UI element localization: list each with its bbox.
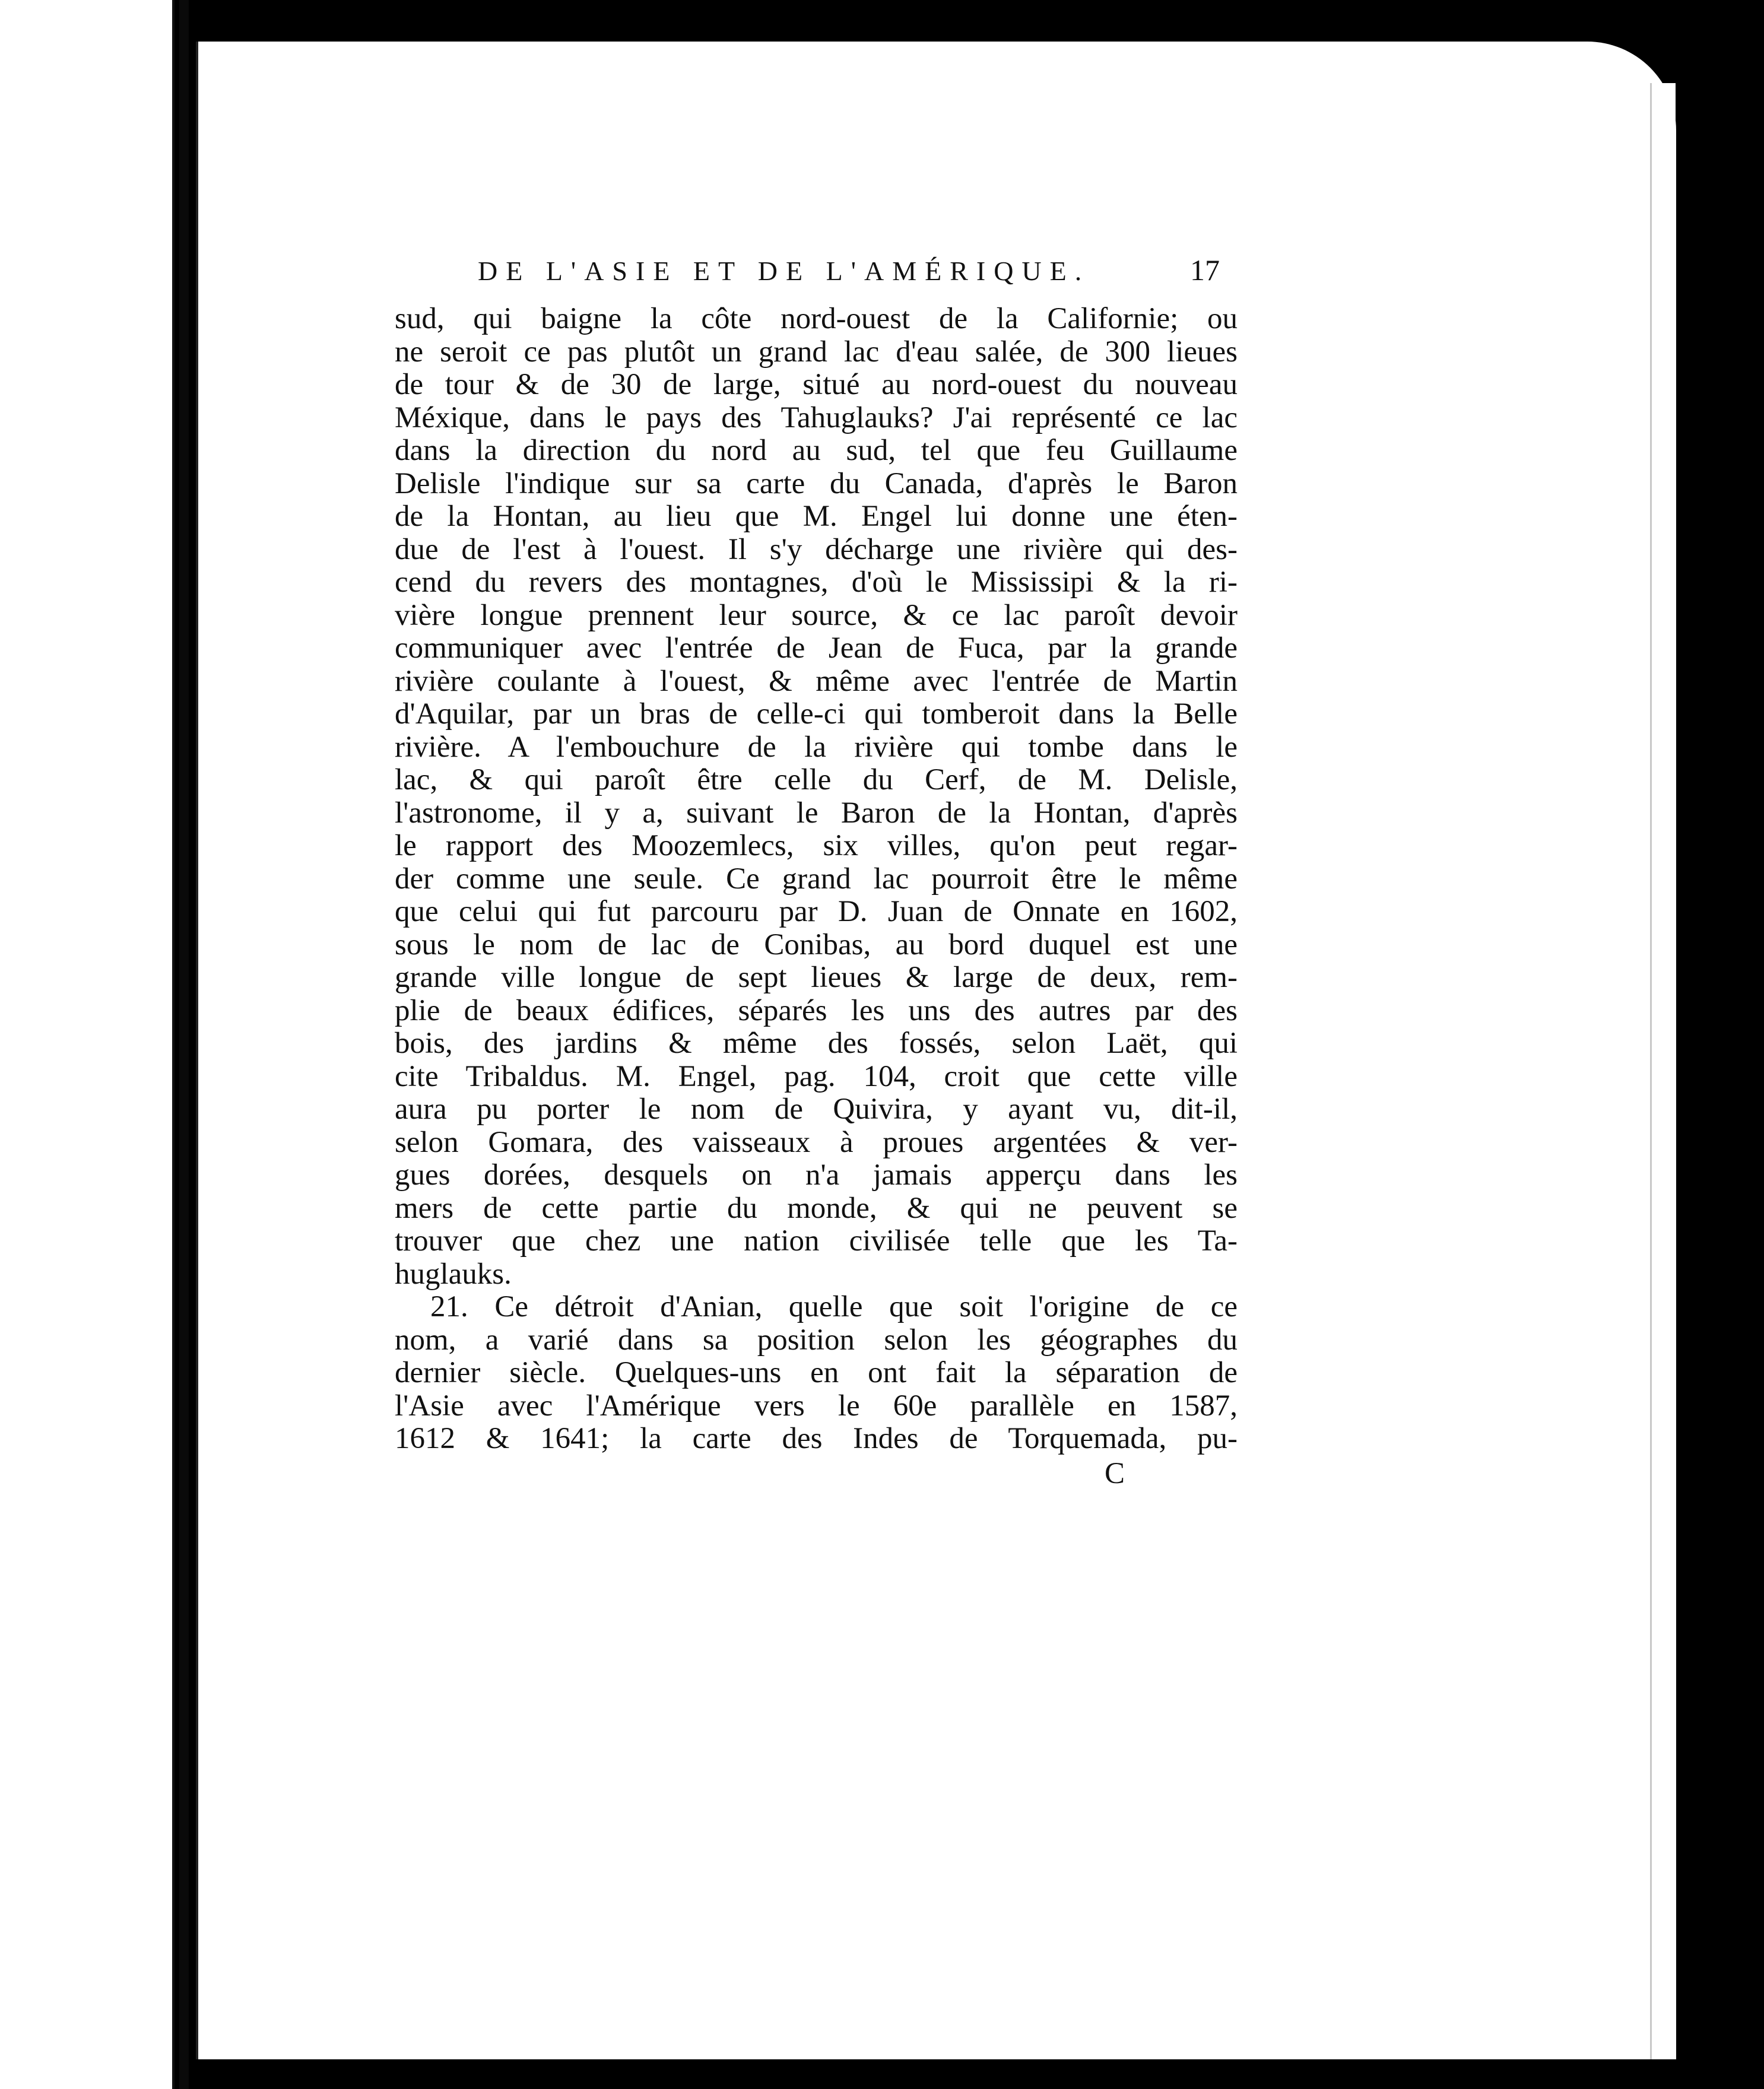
text-line: sous le nom de lac de Conibas, au bord duquel est une <box>395 928 1238 961</box>
text-line: de la Hontan, au lieu que M. Engel lui donne une éten- <box>395 500 1238 533</box>
binding-gutter <box>179 0 189 2089</box>
text-line: Delisle l'indique sur sa carte du Canada, d'après le Baron <box>395 466 1238 500</box>
running-head <box>395 255 1238 303</box>
text-line: lac, & qui paroît être celle du Cerf, de M. Delisle, <box>395 763 1238 796</box>
text-line: Méxique, dans le pays des Tahuglauks? J'ai représenté ce lac <box>395 401 1238 434</box>
text-line: communiquer avec l'entrée de Jean de Fuca, par la grande <box>395 631 1238 665</box>
text-line: ne seroit ce pas plutôt un grand lac d'eau salée, de 300 lieues <box>395 335 1238 369</box>
page-fore-edge <box>1650 83 1676 2059</box>
text-line: mers de cette partie du monde, & qui ne peuvent se <box>395 1191 1238 1225</box>
text-line: huglauks. <box>395 1257 512 1291</box>
text-line: gues dorées, desquels on n'a jamais apperçu dans les <box>395 1158 1238 1192</box>
running-head-title: DE L'ASIE ET DE L'AMÉRIQUE. <box>478 256 1090 286</box>
text-line: trouver que chez une nation civilisée telle que les Ta- <box>395 1224 1238 1258</box>
text-line: de tour & de 30 de large, situé au nord-ouest du nouveau <box>395 368 1238 401</box>
text-line: rivière. A l'embouchure de la rivière qui tombe dans le <box>395 730 1238 764</box>
text-line: que celui qui fut parcouru par D. Juan de Onnate en 1602, <box>395 895 1238 928</box>
paragraph-start-line: 21. Ce détroit d'Anian, quelle que soit l'origine de ce <box>430 1290 1238 1323</box>
text-line: der comme une seule. Ce grand lac pourroit être le même <box>395 862 1238 896</box>
text-line: rivière coulante à l'ouest, & même avec l'entrée de Martin <box>395 664 1238 698</box>
text-line: l'Asie avec l'Amérique vers le 60e parallèle en 1587, <box>395 1389 1238 1423</box>
text-line: le rapport des Moozemlecs, six villes, qu'on peut regar- <box>395 829 1238 862</box>
page-text-block <box>395 255 1238 1491</box>
text-line: d'Aquilar, par un bras de celle-ci qui tomberoit dans la Belle <box>395 697 1238 731</box>
text-line: dans la direction du nord au sud, tel que feu Guillaume <box>395 434 1238 467</box>
text-line: selon Gomara, des vaisseaux à proues argentées & ver- <box>395 1125 1238 1159</box>
text-line: 1612 & 1641; la carte des Indes de Torquemada, pu- <box>395 1422 1238 1455</box>
text-line: cend du revers des montagnes, d'où le Mississipi & la ri- <box>395 566 1238 599</box>
page-number: 17 <box>1190 253 1220 287</box>
text-line: nom, a varié dans sa position selon les géographes du <box>395 1323 1238 1357</box>
text-line: due de l'est à l'ouest. Il s'y décharge une rivière qui des- <box>395 532 1238 566</box>
text-line: plie de beaux édifices, séparés les uns des autres par des <box>395 993 1238 1027</box>
text-line: cite Tribaldus. M. Engel, pag. 104, croit que cette ville <box>395 1059 1238 1093</box>
signature-mark: C <box>1104 1456 1125 1490</box>
facing-page-edge <box>0 0 175 2089</box>
text-line: aura pu porter le nom de Quivira, y ayant vu, dit-il, <box>395 1093 1238 1126</box>
text-line: bois, des jardins & même des fossés, selon Laët, qui <box>395 1027 1238 1060</box>
body-text <box>395 303 1238 1456</box>
text-line: dernier siècle. Quelques-uns en ont fait la séparation de <box>395 1356 1238 1389</box>
text-line: l'astronome, il y a, suivant le Baron de la Hontan, d'après <box>395 796 1238 830</box>
text-line: grande ville longue de sept lieues & large de deux, rem- <box>395 961 1238 994</box>
text-line: sud, qui baigne la côte nord-ouest de la Californie; ou <box>395 302 1238 335</box>
text-line: vière longue prennent leur source, & ce lac paroît devoir <box>395 598 1238 632</box>
